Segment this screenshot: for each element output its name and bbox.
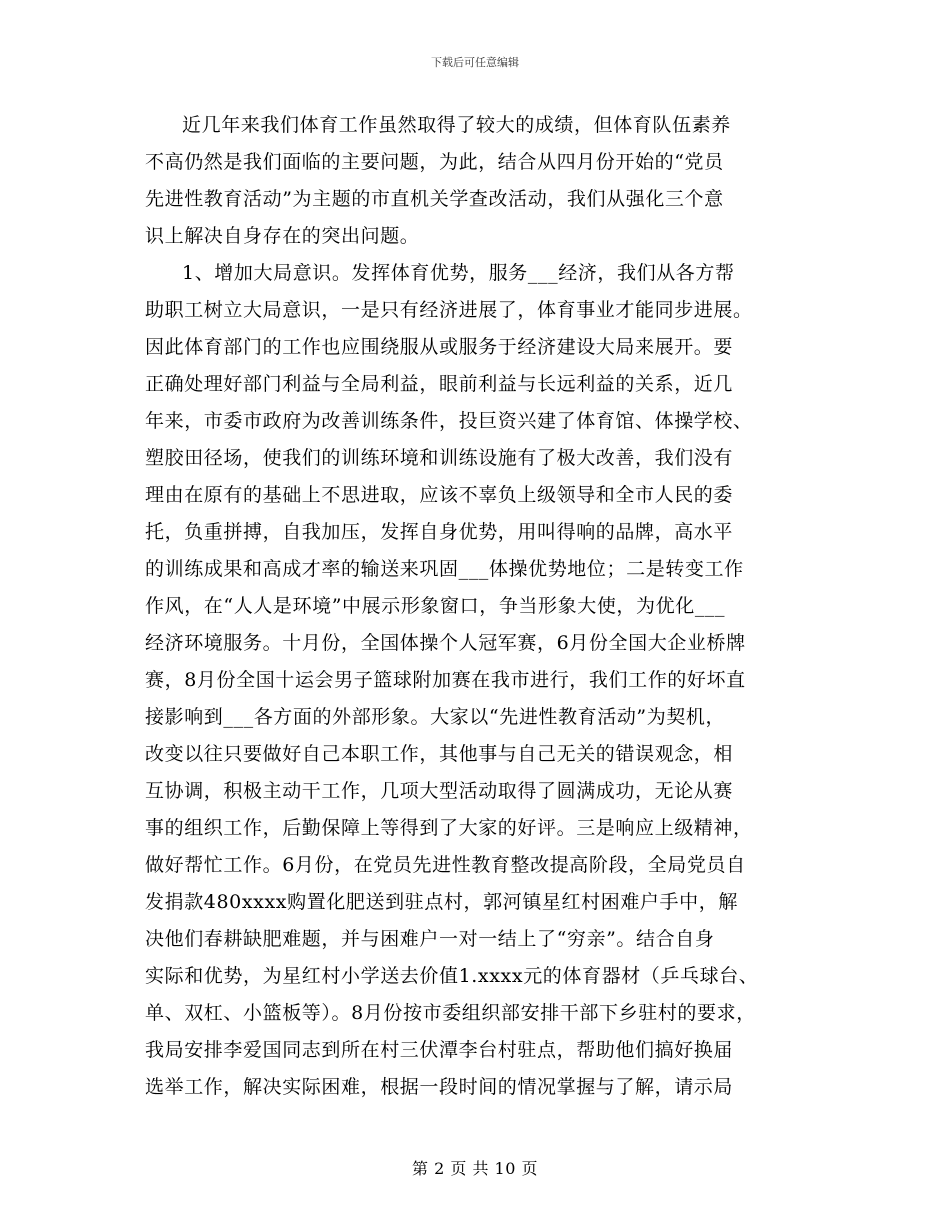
text-line: 作风，在“人人是环境”中展示形象窗口，争当形象大使，为优化___ [145, 595, 726, 617]
text-line: 发捐款480xxxx购置化肥送到驻点村，郭河镇星红村困难户手中，解 [145, 891, 738, 913]
text-line: 我局安排李爱国同志到所在村三伏潭李台村驻点，帮助他们搞好换届 [145, 1039, 734, 1061]
text-line: 互协调，积极主动干工作，几项大型活动取得了圆满成功，无论从赛 [145, 780, 734, 802]
text-line: 接影响到___各方面的外部形象。大家以“先进性教育活动”为契机， [145, 706, 726, 728]
text-line: 赛，8月份全国十运会男子篮球附加赛在我市进行，我们工作的好坏直 [145, 669, 746, 691]
text-line: 经济环境服务。十月份，全国体操个人冠军赛，6月份全国大企业桥牌 [145, 632, 746, 654]
text-line: 近几年来我们体育工作虽然取得了较大的成绩，但体育队伍素养 [182, 114, 731, 136]
text-line: 识上解决自身存在的突出问题。 [145, 225, 420, 247]
text-line: 改变以往只要做好自己本职工作，其他事与自己无关的错误观念，相 [145, 743, 734, 765]
text-line: 托，负重拼搏，自我加压，发挥自身优势，用叫得响的品牌，高水平 [145, 521, 734, 543]
header-note: 下载后可任意编辑 [431, 56, 519, 69]
text-line: 事的组织工作，后勤保障上等得到了大家的好评。三是响应上级精神， [145, 817, 753, 839]
text-line: 助职工树立大局意识，一是只有经济进展了，体育事业才能同步进展。 [145, 299, 753, 321]
text-line: 实际和优势，为星红村小学送去价值1.xxxx元的体育器材（乒乓球台、 [145, 965, 759, 987]
text-line: 因此体育部门的工作也应围绕服从或服务于经济建设大局来展开。要 [145, 336, 734, 358]
text-line: 决他们春耕缺肥难题，并与困难户一对一结上了“穷亲”。结合自身 [145, 928, 715, 950]
text-line: 选举工作，解决实际困难，根据一段时间的情况掌握与了解，请示局 [145, 1076, 734, 1098]
page-number: 第 2 页 共 10 页 [412, 1159, 538, 1178]
text-line: 先进性教育活动”为主题的市直机关学查改活动，我们从强化三个意 [145, 188, 724, 210]
text-line: 做好帮忙工作。6月份，在党员先进性教育整改提高阶段，全局党员自 [145, 854, 746, 876]
text-line: 单、双杠、小篮板等）。8月份按市委组织部安排干部下乡驻村的要求， [145, 1002, 756, 1024]
text-line: 1、增加大局意识。发挥体育优势，服务___经济，我们从各方帮 [182, 262, 735, 284]
text-line: 正确处理好部门利益与全局利益，眼前利益与长远利益的关系，近几 [145, 373, 734, 395]
text-line: 理由在原有的基础上不思进取，应该不辜负上级领导和全市人民的委 [145, 484, 734, 506]
text-line: 不高仍然是我们面临的主要问题，为此，结合从四月份开始的“党员 [145, 151, 724, 173]
text-line: 的训练成果和高成才率的输送来巩固___体操优势地位；二是转变工作 [145, 558, 744, 580]
text-line: 塑胶田径场，使我们的训练环境和训练设施有了极大改善，我们没有 [145, 447, 734, 469]
text-line: 年来，市委市政府为改善训练条件，投巨资兴建了体育馆、体操学校、 [145, 410, 753, 432]
